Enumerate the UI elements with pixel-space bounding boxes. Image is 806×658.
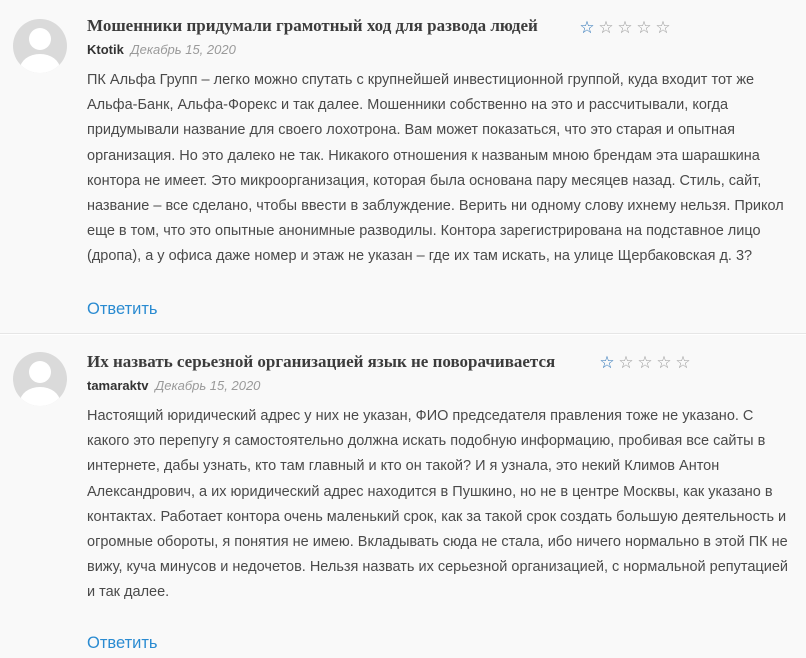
star-empty-icon[interactable]: ☆ bbox=[656, 353, 672, 372]
star-filled-icon[interactable]: ☆ bbox=[579, 18, 595, 37]
star-empty-icon[interactable]: ☆ bbox=[598, 18, 614, 37]
review-text: ПК Альфа Групп – легко можно спутать с крупнейшей инвестиционной группой, куда входит тот же Альфа-Банк, Альфа-Форекс и так далее. Мошенники собственно на это и рассчитывали, когда придумывали название для своего лохотрона. Вам может показаться, что это старая и опытная организация. Но это далеко не так. Никакого отношения к названым мною брендам эта шарашкина контора не имеет. Это микроорганизация, которая была основана пару месяцев назад. Стиль, сайт, название – все сделано, чтобы ввести в заблуждение. Верить ни одному слову ихнему нельзя. Прикол еще в том, что это опытные анонимные разводилы. Контора зарегистрирована на подставное лицо (дропа), а у офиса даже номер и этаж не указан – где их там искать, на улице Щербаковская д. 3? bbox=[87, 72, 784, 265]
reply-link[interactable]: Ответить bbox=[87, 300, 158, 318]
star-rating bbox=[579, 19, 671, 36]
star-empty-icon[interactable]: ☆ bbox=[636, 18, 652, 37]
review-date: Декабрь 15, 2020 bbox=[130, 42, 236, 57]
review-title: Мошенники придумали грамотный ход для развода людей bbox=[87, 16, 538, 35]
review-meta bbox=[87, 378, 260, 393]
avatar-body bbox=[20, 387, 60, 406]
star-empty-icon[interactable]: ☆ bbox=[675, 353, 691, 372]
avatar-head bbox=[29, 28, 51, 50]
review-title: Их назвать серьезной организацией язык не поворачивается bbox=[87, 352, 556, 371]
review-author: tamaraktv bbox=[87, 378, 149, 393]
star-empty-icon[interactable]: ☆ bbox=[617, 18, 633, 37]
avatar bbox=[13, 19, 67, 73]
review-card bbox=[0, 335, 806, 658]
star-empty-icon[interactable]: ☆ bbox=[618, 353, 634, 372]
star-rating bbox=[599, 354, 691, 371]
star-empty-icon[interactable]: ☆ bbox=[655, 18, 671, 37]
review-text: Настоящий юридический адрес у них не указан, ФИО председателя правления тоже не указано. С какого это перепугу я самостоятельно должна искать подобную информацию, пробивая все сайты в интернете, дабы узнать, кто там главный и кто он такой? И я узнала, это некий Климов Антон Александрович, а их юридический адрес находится в Пушкино, но не в центре Москвы, как указано в контактах. Работает контора очень маленький срок, как за такой срок создать большую деятельность и огромные обороты, я понятия не имею. Вкладывать сюда не стала, ибо ничего нормально в этой ПК не вижу, куча минусов и недочетов. Нельзя назвать их серьезной организацией, с нормальной репутацией и так далее. bbox=[87, 408, 789, 601]
review-meta bbox=[87, 42, 236, 57]
star-empty-icon[interactable]: ☆ bbox=[637, 353, 653, 372]
review-author: Ktotik bbox=[87, 42, 124, 57]
review-date: Декабрь 15, 2020 bbox=[155, 378, 261, 393]
avatar-head bbox=[29, 361, 51, 383]
star-filled-icon[interactable]: ☆ bbox=[599, 353, 615, 372]
reply-link[interactable]: Ответить bbox=[87, 634, 158, 652]
avatar-body bbox=[20, 54, 60, 73]
avatar bbox=[13, 352, 67, 406]
